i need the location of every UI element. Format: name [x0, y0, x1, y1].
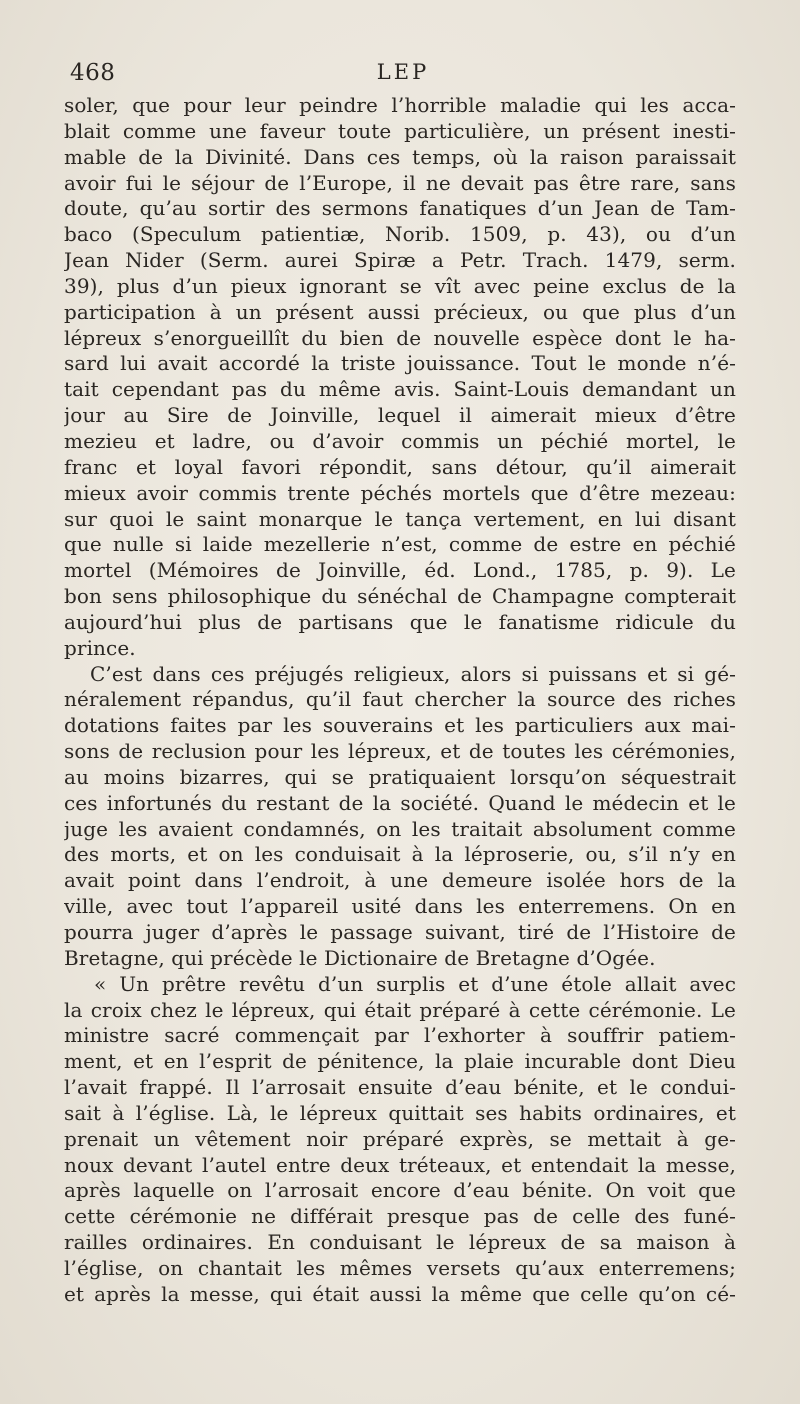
text-line: que nulle si laide mezellerie n’est, comme de estre en péchié [64, 532, 736, 557]
text-line: soler, que pour leur peindre l’horrible maladie qui les acca- [64, 93, 736, 117]
text-line: et après la messe, qui était aussi la même que celle qu’on cé- [64, 1281, 736, 1306]
text-line: bon sens philosophique du sénéchal de Champagne compterait [64, 584, 736, 609]
text-line: sur quoi le saint monarque le tança vertement, en lui disant [64, 506, 736, 531]
text-line: participation à un présent aussi précieux, ou que plus d’un [64, 299, 736, 324]
text-line: mieux avoir commis trente péchés mortels que d’être mezeau: [64, 480, 736, 505]
text-line: Jean Nider (Serm. aurei Spiræ a Petr. Trach. 1479, serm. [64, 248, 736, 273]
text-line: néralement répandus, qu’il faut chercher la source des riches [64, 687, 736, 712]
text-line: C’est dans ces préjugés religieux, alors si puissans et si gé- [90, 661, 736, 686]
text-line: cette cérémonie ne différait presque pas de celle des funé- [64, 1204, 736, 1229]
text-line: l’avait frappé. Il l’arrosait ensuite d’eau bénite, et le condui- [64, 1075, 736, 1100]
text-line: lépreux s’enorgueillît du bien de nouvelle espèce dont le ha- [64, 325, 736, 350]
text-line: prenait un vêtement noir préparé exprès, se mettait à ge- [64, 1126, 736, 1151]
body-text [64, 93, 736, 1308]
text-line: Bretagne, qui précède le Dictionaire de Bretagne d’Ogée. [64, 945, 656, 970]
text-line: pourra juger d’après le passage suivant, tiré de l’Histoire de [64, 920, 736, 944]
running-head: LEP [376, 60, 430, 84]
text-line: ces infortunés du restant de la société. Quand le médecin et le [64, 790, 736, 815]
text-line: railles ordinaires. En conduisant le lépreux de sa maison à [64, 1230, 736, 1255]
text-line: ville, avec tout l’appareil usité dans les enterremens. On en [64, 894, 736, 919]
text-line: baco (Speculum patientiæ, Norib. 1509, p. 43), ou d’un [64, 222, 736, 247]
text-line: prince. [64, 635, 136, 660]
text-line: franc et loyal favori répondit, sans détour, qu’il aimerait [64, 454, 736, 479]
text-line: l’église, on chantait les mêmes versets qu’aux enterremens; [64, 1255, 736, 1280]
text-line: aujourd’hui plus de partisans que le fanatisme ridicule du [64, 609, 736, 634]
page-header [70, 60, 736, 92]
text-line: des morts, et on les conduisait à la léproserie, ou, s’il n’y en [64, 842, 736, 867]
text-line: noux devant l’autel entre deux tréteaux, et entendait la messe, [64, 1152, 736, 1177]
text-line: mortel (Mémoires de Joinville, éd. Lond., 1785, p. 9). Le [64, 558, 736, 583]
text-line: après laquelle on l’arrosait encore d’eau bénite. On voit que [64, 1178, 736, 1203]
text-line: « Un prêtre revêtu d’un surplis et d’une étole allait avec [94, 971, 736, 996]
text-line: doute, qu’au sortir des sermons fanatiques d’un Jean de Tam- [64, 196, 736, 221]
text-line: sait à l’église. Là, le lépreux quittait ses habits ordinaires, et [64, 1100, 736, 1125]
page-number: 468 [70, 60, 116, 86]
text-line: avoir fui le séjour de l’Europe, il ne devait pas être rare, sans [64, 170, 736, 195]
text-line: juge les avaient condamnés, on les traitait absolument comme [64, 816, 736, 841]
text-line: jour au Sire de Joinville, lequel il aimerait mieux d’être [64, 403, 736, 428]
text-line: 39), plus d’un pieux ignorant se vît avec peine exclus de la [64, 273, 736, 298]
text-line: blait comme une faveur toute particulière, un présent inesti- [64, 118, 736, 143]
text-line: ministre sacré commençait par l’exhorter à souffrir patiem- [64, 1023, 736, 1048]
text-line: au moins bizarres, qui se pratiquaient lorsqu’on séquestrait [64, 764, 736, 789]
text-line: dotations faites par les souverains et les particuliers aux mai- [64, 713, 736, 738]
text-line: la croix chez le lépreux, qui était préparé à cette cérémonie. Le [64, 997, 736, 1022]
text-line: sard lui avait accordé la triste jouissance. Tout le monde n’é- [64, 351, 736, 376]
text-line: tait cependant pas du même avis. Saint-Louis demandant un [64, 377, 736, 402]
text-line: mezieu et ladre, ou d’avoir commis un péchié mortel, le [64, 428, 736, 453]
text-line: ment, et en l’esprit de pénitence, la plaie incurable dont Dieu [64, 1049, 736, 1074]
text-line: avait point dans l’endroit, à une demeure isolée hors de la [64, 868, 736, 893]
text-line: mable de la Divinité. Dans ces temps, où la raison paraissait [64, 144, 736, 169]
text-line: sons de reclusion pour les lépreux, et de toutes les cérémonies, [64, 739, 736, 764]
